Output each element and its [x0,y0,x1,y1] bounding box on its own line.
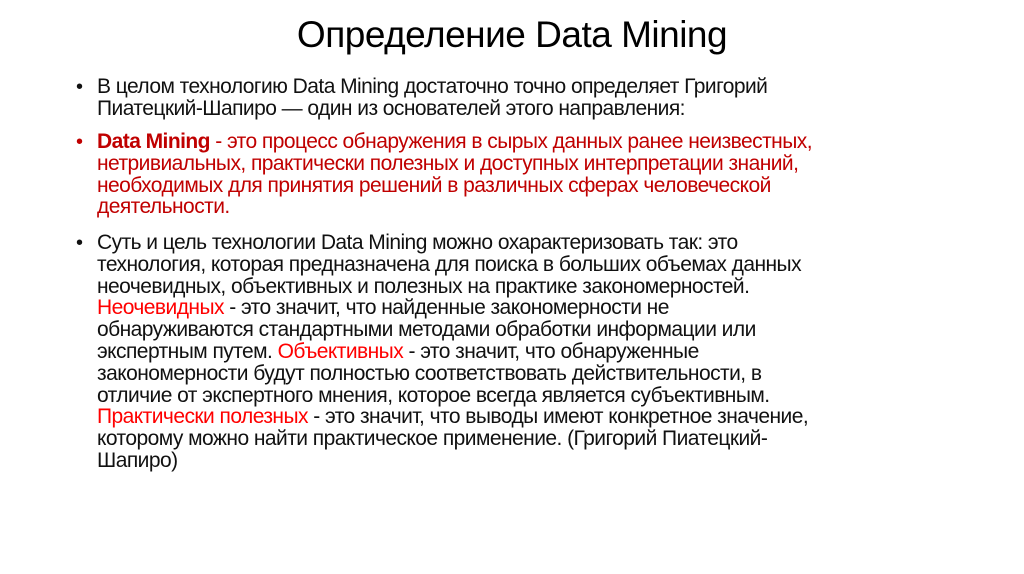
text-line [97,363,808,385]
text-segment: Пиатецкий-Шапиро — один из основателей этого направления: [97,96,685,120]
text-segment: - это значит, что найденные закономерности не [223,296,669,320]
text-line [97,153,812,175]
text-segment: которому можно найти практическое применение. (Григорий Пиатецкий- [97,427,768,451]
text-line [97,76,767,98]
text-segment: нетривиальных, практически полезных и доступных интерпретации знаний, [97,151,799,175]
text-line [97,98,767,120]
text-segment: В целом технологию Data Mining достаточно точно определяет Григорий [97,75,768,98]
text-line [97,196,812,218]
text-segment: - это значит, что выводы имеют конкретное значение, [307,405,809,429]
bullet-text [97,76,767,120]
text-line [97,131,812,153]
text-segment: отличие от экспертного мнения, которое всегда является субъективным. [97,383,770,407]
bold-term: Data Mining [97,130,210,153]
bullet-text [97,232,808,472]
highlighted-term: Объективных [277,339,404,363]
bullet-text [97,131,812,218]
text-line [97,232,808,254]
highlighted-term: Неочевидных [97,296,224,320]
text-line [97,319,808,341]
text-segment: - это процесс обнаружения в сырых данных ранее неизвестных, [209,130,812,153]
text-segment: технология, которая предназначена для поиска в больших объемах данных [97,252,802,276]
highlighted-term: Практически полезных [97,405,308,429]
text-line [97,297,808,319]
text-segment: Шапиро) [97,448,178,472]
text-line [97,406,808,428]
bullet-dot: • [76,131,84,153]
text-line [97,428,808,450]
text-segment: неочевидных, объективных и полезных на практике закономерностей. [97,274,750,298]
text-segment: - это значит, что обнаруженные [403,339,699,363]
text-line [97,385,808,407]
bullet-dot: • [76,76,84,98]
text-segment: экспертным путем. [97,339,278,363]
text-line [97,276,808,298]
text-line [97,341,808,363]
text-segment: необходимых для принятия решений в различных сферах человеческой [97,173,771,197]
text-line [97,254,808,276]
text-segment: обнаруживаются стандартными методами обработки информации или [97,318,756,342]
slide-title: Определение Data Mining [296,14,728,55]
bullet-dot: • [76,232,84,254]
text-segment: Суть и цель технологии Data Mining можно охарактеризовать так: это [97,231,738,254]
text-line [97,175,812,197]
text-segment: деятельности. [97,195,230,219]
text-segment: закономерности будут полностью соответствовать действительности, в [97,361,762,385]
text-line [97,450,808,472]
